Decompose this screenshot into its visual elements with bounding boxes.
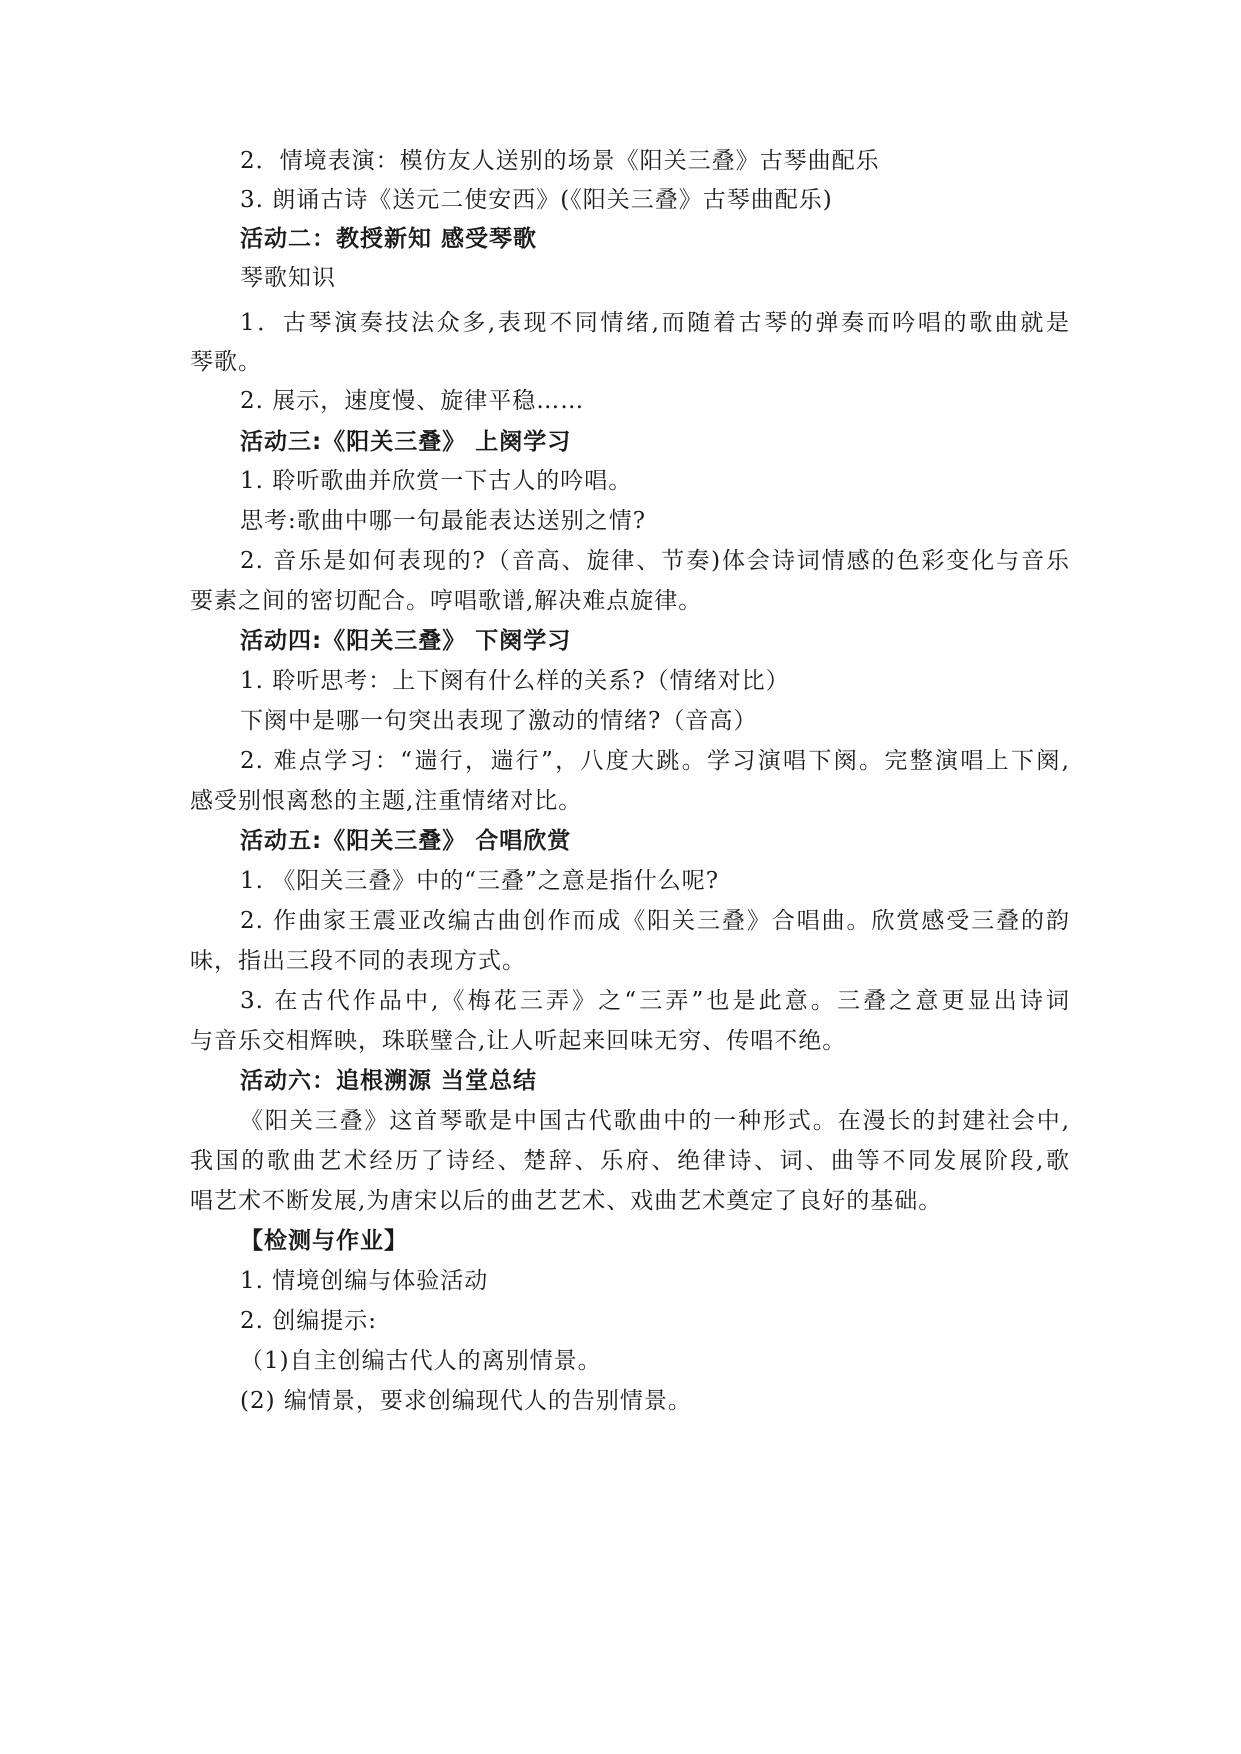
heading-activity-six: 活动六：追根溯源 当堂总结 [240,1068,538,1094]
paragraph-second-stanza: 下阕中是哪一句突出表现了激动的情绪?（音高） [240,708,758,734]
paragraph-listen-think: 1. 聆听思考：上下阕有什么样的关系?（情绪对比） [240,668,790,694]
heading-activity-two: 活动二：教授新知 感受琴歌 [240,226,538,252]
paragraph-recite-poem: 3. 朗诵古诗《送元二使安西》(《阳关三叠》古琴曲配乐) [240,187,833,213]
list-item-creation-tips: 2. 创编提示: [240,1308,378,1334]
paragraph-summary-cont-1: 我国的歌曲艺术经历了诗经、楚辞、乐府、绝律诗、词、曲等不同发展阶段,歌 [190,1148,1070,1174]
heading-activity-five: 活动五:《阳关三叠》 合唱欣赏 [240,828,572,854]
paragraph-composer-cont: 味，指出三段不同的表现方式。 [190,948,526,974]
heading-activity-four: 活动四:《阳关三叠》 下阕学习 [240,628,572,654]
paragraph-qinge-knowledge: 琴歌知识 [240,265,336,291]
paragraph-think-question: 思考:歌曲中哪一句最能表达送别之情? [240,508,647,534]
paragraph-music-expression-cont: 要素之间的密切配合。哼唱歌谱,解决难点旋律。 [190,588,703,614]
heading-activity-three: 活动三:《阳关三叠》 上阕学习 [240,429,572,455]
paragraph-ancient-works: 3. 在古代作品中,《梅花三弄》之“三弄”也是此意。三叠之意更显出诗词 [240,988,1070,1014]
paragraph-difficult-point: 2. 难点学习：“遄行，遄行”，八度大跳。学习演唱下阕。完整演唱上下阕, [240,748,1070,774]
paragraph-difficult-point-cont: 感受别恨离愁的主题,注重情绪对比。 [190,788,583,814]
paragraph-composer: 2. 作曲家王震亚改编古曲创作而成《阳关三叠》合唱曲。欣赏感受三叠的韵 [240,908,1070,934]
paragraph-qinge-definition: 1．古琴演奏技法众多,表现不同情绪,而随着古琴的弹奏而吟唱的歌曲就是 [240,310,1070,336]
heading-test-homework: 【检测与作业】 [240,1228,408,1254]
list-item-ancient-farewell: （1)自主创编古代人的离别情景。 [240,1348,602,1374]
paragraph-ancient-works-cont: 与音乐交相辉映，珠联璧合,让人听起来回味无穷、传唱不绝。 [190,1028,847,1054]
paragraph-music-expression: 2. 音乐是如何表现的?（音高、旋律、节奏)体会诗词情感的色彩变化与音乐 [240,548,1070,574]
list-item-scene-creation: 1. 情境创编与体验活动 [240,1268,489,1294]
paragraph-three-folds-question: 1. 《阳关三叠》中的“三叠”之意是指什么呢? [240,868,720,894]
paragraph-summary: 《阳关三叠》这首琴歌是中国古代歌曲中的一种形式。在漫长的封建社会中, [240,1108,1070,1134]
paragraph-display-tempo: 2. 展示，速度慢、旋律平稳…… [240,388,585,414]
paragraph-listen-song: 1. 聆听歌曲并欣赏一下古人的吟唱。 [240,468,633,494]
list-item-modern-farewell: (2) 编情景，要求创编现代人的告别情景。 [240,1388,692,1414]
paragraph-qinge-definition-cont: 琴歌。 [190,349,262,375]
paragraph-summary-cont-2: 唱艺术不断发展,为唐宋以后的曲艺艺术、戏曲艺术奠定了良好的基础。 [190,1188,943,1214]
paragraph-scene-performance: 2．情境表演：模仿友人送别的场景《阳关三叠》古琴曲配乐 [240,148,880,174]
